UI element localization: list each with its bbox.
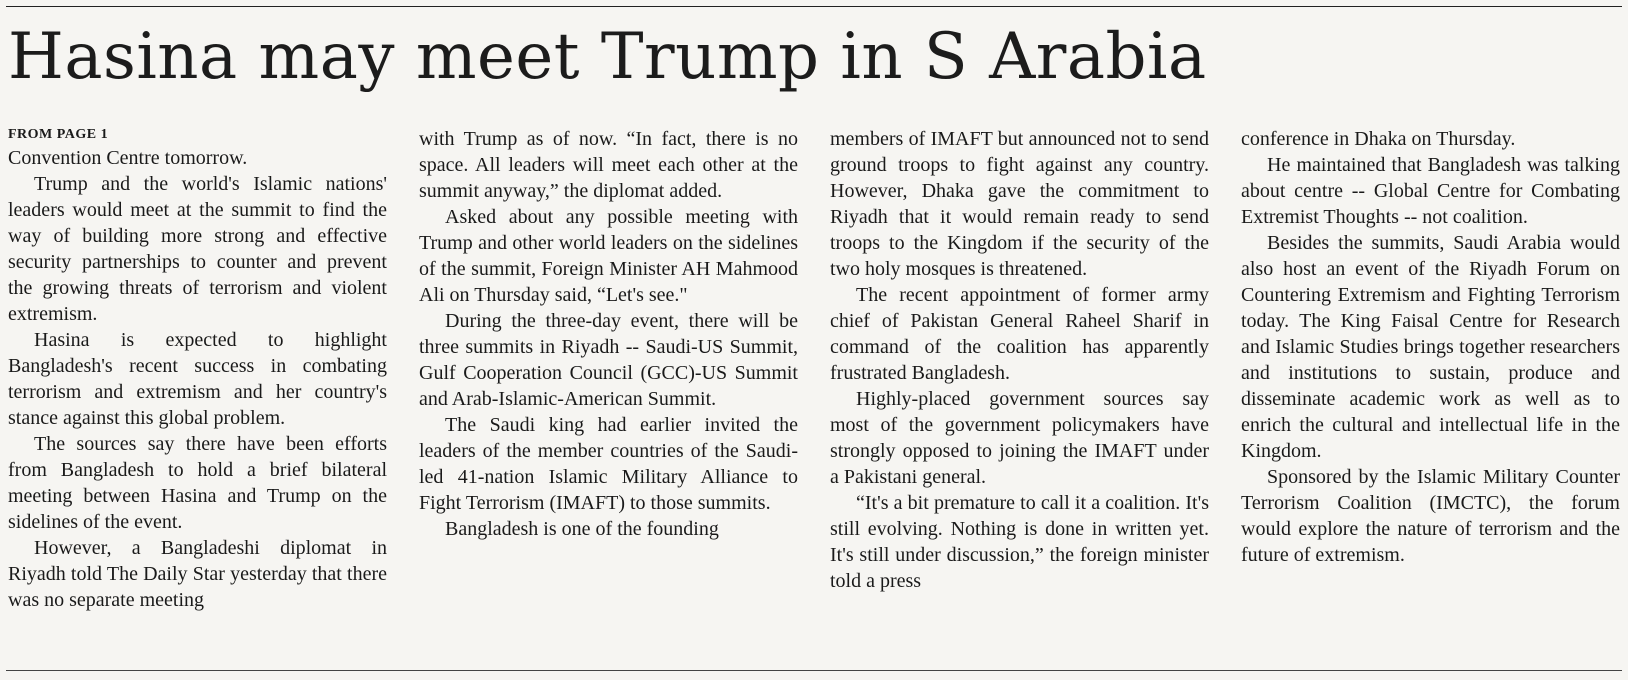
paragraph: Asked about any possible meeting with Trump and other world leaders on the sidelines of the summit, Foreign Minister AH Mahmood Ali on Thursday said, “Let's see."	[419, 206, 798, 306]
bottom-rule	[6, 670, 1622, 671]
column-3	[830, 126, 1209, 666]
paragraph: However, a Bangladeshi diplomat in Riyadh told The Daily Star yesterday that there was no separate meeting	[8, 537, 387, 611]
paragraph: The recent appointment of former army chief of Pakistan General Raheel Sharif in command of the coalition has apparently frustrated Bangladesh.	[830, 284, 1209, 384]
column-1	[8, 126, 387, 666]
paragraph: Hasina is expected to highlight Bangladesh's recent success in combating terrorism and extremism and her country's stance against this global problem.	[8, 329, 387, 429]
paragraph: Bangladesh is one of the founding	[445, 518, 719, 540]
paragraph: conference in Dhaka on Thursday.	[1241, 128, 1516, 150]
paragraph: The sources say there have been efforts from Bangladesh to hold a brief bilateral meeting between Hasina and Trump on the sidelines of the event.	[8, 433, 387, 533]
article-body	[8, 126, 1620, 666]
paragraph: “It's a bit premature to call it a coalition. It's still evolving. Nothing is done in written yet. It's still under discussion,” the foreign minister told a press	[830, 492, 1209, 592]
column-4	[1241, 126, 1620, 666]
paragraph: During the three-day event, there will be three summits in Riyadh -- Saudi-US Summit, Gulf Cooperation Council (GCC)-US Summit and Arab-Islamic-American Summit.	[419, 310, 798, 410]
paragraph: He maintained that Bangladesh was talking about centre -- Global Centre for Combating Extremist Thoughts -- not coalition.	[1241, 154, 1620, 228]
paragraph: Convention Centre tomorrow.	[8, 147, 248, 169]
paragraph: The Saudi king had earlier invited the leaders of the member countries of the Saudi-led 41-nation Islamic Military Alliance to Fight Terrorism (IMAFT) to those summits.	[419, 414, 798, 514]
paragraph: Besides the summits, Saudi Arabia would also host an event of the Riyadh Forum on Countering Extremism and Fighting Terrorism today. The King Faisal Centre for Research and Islamic Studies brings together researchers and institutions to sustain, produce and disseminate academic work as well as to enrich the cultural and intellectual life in the Kingdom.	[1241, 232, 1620, 462]
paragraph: Trump and the world's Islamic nations' leaders would meet at the summit to find the way of building more strong and effective security partnerships to counter and prevent the growing threats of terrorism and violent extremism.	[8, 173, 387, 325]
column-2	[419, 126, 798, 666]
headline: Hasina may meet Trump in S Arabia	[8, 20, 1207, 94]
paragraph: members of IMAFT but announced not to send ground troops to fight against any country. However, Dhaka gave the commitment to Riyadh that it would remain ready to send troops to the Kingdom if the security of the two holy mosques is threatened.	[830, 128, 1209, 280]
paragraph: Highly-placed government sources say most of the government policymakers have strongly opposed to joining the IMAFT under a Pakistani general.	[830, 388, 1209, 488]
dateline: FROM PAGE 1	[8, 127, 109, 142]
paragraph: with Trump as of now. “In fact, there is no space. All leaders will meet each other at the summit anyway,” the diplomat added.	[419, 128, 798, 202]
top-rule	[6, 6, 1622, 7]
paragraph: Sponsored by the Islamic Military Counter Terrorism Coalition (IMCTC), the forum would explore the nature of terrorism and the future of extremism.	[1241, 466, 1620, 566]
